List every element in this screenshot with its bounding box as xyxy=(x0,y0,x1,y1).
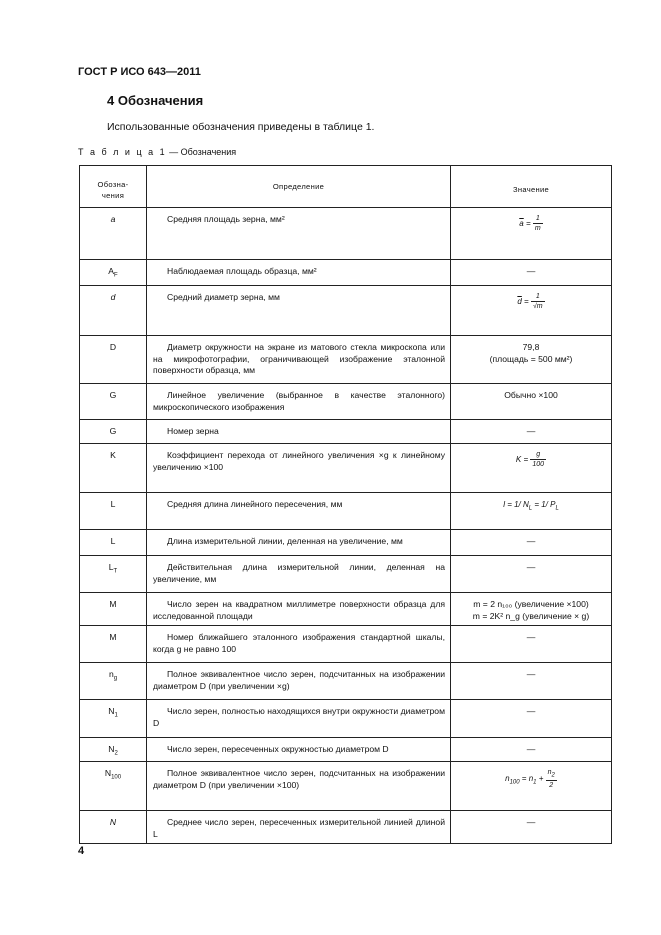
table-row xyxy=(80,556,612,593)
table-row xyxy=(80,444,612,493)
formula-n-sub: 100 xyxy=(509,779,520,786)
formula-k-lhs: K = xyxy=(515,454,531,464)
row-value xyxy=(451,493,612,530)
definition-text: Номер зерна xyxy=(167,426,219,436)
row-symbol: G xyxy=(80,420,147,444)
row-definition xyxy=(147,493,451,530)
page-number: 4 xyxy=(78,845,85,857)
row-definition xyxy=(147,384,451,420)
row-symbol xyxy=(80,286,147,336)
row-definition xyxy=(147,260,451,286)
definition-text: Средняя площадь зерна, мм² xyxy=(167,214,285,224)
row-definition xyxy=(147,700,451,738)
definition-text: Число зерен, полностью находящихся внутри окружности диаметром D xyxy=(153,706,445,728)
formula-d xyxy=(517,293,544,310)
table-row xyxy=(80,336,612,384)
table-row xyxy=(80,420,612,444)
formula-n-sub2: 1 xyxy=(533,779,537,786)
definition-text: Длина измерительной линии, деленная на увеличение, мм xyxy=(167,536,403,546)
table-caption xyxy=(78,147,236,157)
fraction-numerator: g xyxy=(530,450,546,460)
symbol-text: N xyxy=(109,817,117,827)
row-definition xyxy=(147,336,451,384)
definition-text: Полное эквивалентное число зерен, подсчитанных на изображении диаметром D (при увеличении ×g) xyxy=(153,669,445,691)
symbol-subscript: g xyxy=(113,675,118,682)
formula-d-fraction xyxy=(531,292,545,311)
value-line1: 79,8 xyxy=(522,342,540,352)
table-row xyxy=(80,493,612,530)
row-value: — xyxy=(451,738,612,762)
row-value: — xyxy=(451,556,612,593)
row-value xyxy=(451,762,612,811)
formula-d-eq: = xyxy=(521,296,531,306)
row-symbol: G xyxy=(80,384,147,420)
formula-a-lhs: $\overline{a}$ xyxy=(519,218,524,228)
formula-n-lhs: n xyxy=(505,774,510,784)
formula-a-fraction xyxy=(533,214,543,233)
row-value: — xyxy=(451,530,612,556)
definition-text: Средняя длина линейного пересечения, мм xyxy=(167,499,343,509)
symbol-subscript: F xyxy=(114,272,118,279)
symbol-text: n xyxy=(108,669,114,679)
fraction-numerator-sub: 2 xyxy=(551,772,555,779)
definition-text: Число зерен на квадратном миллиметре поверхности образца для исследованной площади xyxy=(153,599,445,621)
row-symbol xyxy=(80,208,147,260)
symbol-subscript: 100 xyxy=(111,774,122,781)
row-value: — xyxy=(451,626,612,663)
symbol-text: L xyxy=(108,562,114,572)
value-line1: m = 2 n₁₀₀ (увеличение ×100) xyxy=(473,599,589,609)
value-line2: m = 2K² n_g (увеличение × g) xyxy=(472,610,590,621)
head-value: Значение xyxy=(451,166,612,208)
formula-a-eq: = xyxy=(523,218,533,228)
definition-text: Средний диаметр зерна, мм xyxy=(167,292,280,302)
row-value xyxy=(451,593,612,626)
fraction-numerator: 1 xyxy=(531,292,545,302)
row-symbol: K xyxy=(80,444,147,493)
formula-a xyxy=(519,215,542,232)
row-value xyxy=(451,286,612,336)
row-definition xyxy=(147,556,451,593)
row-value: — xyxy=(451,700,612,738)
table-row xyxy=(80,738,612,762)
symbol-text: A xyxy=(108,266,115,276)
symbol-text: N xyxy=(108,744,115,754)
table-row xyxy=(80,593,612,626)
head-symbol xyxy=(80,166,147,208)
symbol-subscript: 1 xyxy=(114,712,118,719)
formula-d-lhs: $\overline{d}$ xyxy=(517,296,522,306)
row-symbol xyxy=(80,700,147,738)
table-row xyxy=(80,811,612,844)
formula-n-fraction xyxy=(546,768,557,790)
row-value xyxy=(451,208,612,260)
table-row xyxy=(80,626,612,663)
table-row xyxy=(80,530,612,556)
row-definition xyxy=(147,663,451,700)
symbol-text: N xyxy=(108,706,115,716)
symbol-text: d xyxy=(110,292,116,302)
row-value: Обычно ×100 xyxy=(451,384,612,420)
formula-l xyxy=(503,500,559,512)
fraction-denominator: 2 xyxy=(549,782,554,790)
row-definition xyxy=(147,420,451,444)
row-symbol: D xyxy=(80,336,147,384)
fraction-numerator xyxy=(546,768,557,781)
row-definition xyxy=(147,530,451,556)
table-row xyxy=(80,700,612,738)
table-row xyxy=(80,663,612,700)
row-definition xyxy=(147,626,451,663)
row-symbol xyxy=(80,738,147,762)
row-definition xyxy=(147,286,451,336)
symbol-subscript: T xyxy=(113,568,118,575)
fraction-denominator: 100 xyxy=(532,461,545,468)
intro-text: Использованные обозначения приведены в таблице 1. xyxy=(107,121,375,133)
row-definition xyxy=(147,738,451,762)
definition-text: Наблюдаемая площадь образца, мм² xyxy=(167,266,317,276)
definition-text: Число зерен, пересеченных окружностью диаметром D xyxy=(167,744,389,754)
row-symbol: M xyxy=(80,626,147,663)
row-definition xyxy=(147,208,451,260)
head-symbol-line1: Обозна- xyxy=(97,179,129,189)
row-symbol xyxy=(80,663,147,700)
section-title: 4 Обозначения xyxy=(107,93,204,108)
row-symbol xyxy=(80,762,147,811)
row-value: — xyxy=(451,420,612,444)
row-definition xyxy=(147,762,451,811)
table-row xyxy=(80,208,612,260)
row-definition xyxy=(147,811,451,844)
symbol-text: N xyxy=(104,768,112,778)
fraction-denominator: m xyxy=(534,225,541,232)
definition-text: Действительная длина измерительной линии, деленная на увеличение, мм xyxy=(153,562,445,584)
row-symbol xyxy=(80,260,147,286)
head-definition: Определение xyxy=(147,166,451,208)
head-symbol-line2: чения xyxy=(101,190,125,200)
row-definition xyxy=(147,444,451,493)
formula-l-part1: l = 1/ N xyxy=(503,500,529,509)
value-line2: (площадь = 500 мм²) xyxy=(489,353,573,364)
row-symbol: L xyxy=(80,530,147,556)
row-value xyxy=(451,444,612,493)
formula-l-part2: = 1/ P xyxy=(532,500,556,509)
formula-n100 xyxy=(505,769,557,790)
row-symbol: M xyxy=(80,593,147,626)
table-head-row xyxy=(80,166,612,208)
caption-rest: — Обозначения xyxy=(166,147,237,157)
row-value xyxy=(451,336,612,384)
formula-l-sub1: L xyxy=(528,505,533,512)
document-header: ГОСТ Р ИСО 643—2011 xyxy=(78,66,201,78)
table-row xyxy=(80,384,612,420)
fraction-numerator: 1 xyxy=(533,214,543,224)
definition-text: Диаметр окружности на экране из матового стекла микроскопа или на микрофотографии, ограничивающей изображение эталонной поверхности образца, мм xyxy=(153,342,445,375)
formula-n-mid: = n xyxy=(519,774,534,784)
row-definition xyxy=(147,593,451,626)
row-symbol: L xyxy=(80,493,147,530)
row-value: — xyxy=(451,811,612,844)
fraction-numerator-text: n xyxy=(547,769,552,776)
definition-text: Линейное увеличение (выбранное в качестве эталонного) микроскопического изображения xyxy=(153,390,445,412)
table-row xyxy=(80,260,612,286)
definition-text: Номер ближайшего эталонного изображения стандартной шкалы, когда g не равно 100 xyxy=(153,632,445,654)
caption-prefix: Т а б л и ц а 1 xyxy=(78,147,167,157)
row-value: — xyxy=(451,260,612,286)
row-value: — xyxy=(451,663,612,700)
definition-text: Среднее число зерен, пересеченных измерительной линией длиной L xyxy=(153,817,445,839)
table-row xyxy=(80,762,612,811)
definition-text: Коэффициент перехода от линейного увеличения ×g к линейному увеличению ×100 xyxy=(153,450,445,472)
formula-k-fraction xyxy=(530,450,546,469)
symbols-table xyxy=(79,165,612,844)
formula-l-sub2: L xyxy=(555,505,559,512)
fraction-denominator: √m xyxy=(532,303,543,310)
row-symbol xyxy=(80,556,147,593)
definition-text: Полное эквивалентное число зерен, подсчитанных на изображении диаметром D (при увеличении ×100) xyxy=(153,768,445,790)
formula-k xyxy=(515,451,546,468)
table-row xyxy=(80,286,612,336)
row-symbol xyxy=(80,811,147,844)
symbol-text: a xyxy=(110,214,116,224)
formula-n-plus: + xyxy=(536,774,546,784)
symbol-subscript: 2 xyxy=(114,750,118,757)
